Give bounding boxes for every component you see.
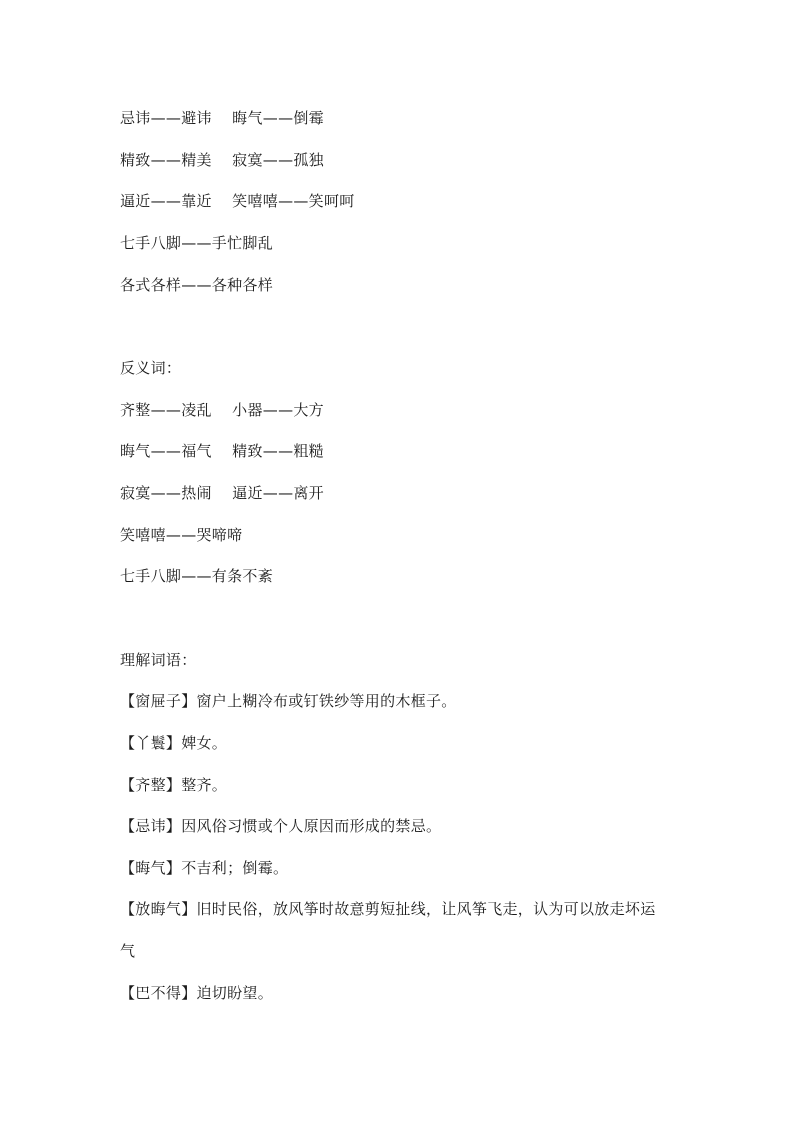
synonym-line-3: 逼近——靠近 笑嘻嘻——笑呵呵 [120, 192, 355, 210]
definition-line-4: 【忌讳】因风俗习惯或个人原因而形成的禁忌。 [120, 817, 442, 835]
synonym-line-5: 各式各样——各种各样 [120, 276, 274, 294]
definition-line-7: 【巴不得】迫切盼望。 [120, 984, 274, 1002]
definitions-heading: 理解词语： [120, 651, 197, 669]
antonyms-heading: 反义词： [120, 359, 182, 377]
antonym-line-4: 笑嘻嘻——哭啼啼 [120, 526, 243, 544]
definition-line-6-continuation: 气 [120, 942, 136, 960]
definition-line-6: 【放晦气】旧时民俗，放风筝时故意剪短扯线，让风筝飞走，认为可以放走坏运 [120, 900, 656, 918]
synonym-line-1: 忌讳——避讳 晦气——倒霉 [120, 109, 324, 127]
synonym-line-4: 七手八脚——手忙脚乱 [120, 234, 274, 252]
antonym-line-2: 晦气——福气 精致——粗糙 [120, 442, 324, 460]
antonym-line-3: 寂寞——热闹 逼近——离开 [120, 484, 324, 502]
definition-line-3: 【齐整】整齐。 [120, 776, 228, 794]
antonym-line-1: 齐整——凌乱 小器——大方 [120, 401, 324, 419]
definition-line-5: 【晦气】不吉利；倒霉。 [120, 859, 289, 877]
definition-line-2: 【丫鬟】婢女。 [120, 734, 228, 752]
antonym-line-5: 七手八脚——有条不紊 [120, 567, 274, 585]
definition-line-1: 【窗屉子】窗户上糊冷布或钉铁纱等用的木框子。 [120, 692, 457, 710]
synonym-line-2: 精致——精美 寂寞——孤独 [120, 151, 324, 169]
